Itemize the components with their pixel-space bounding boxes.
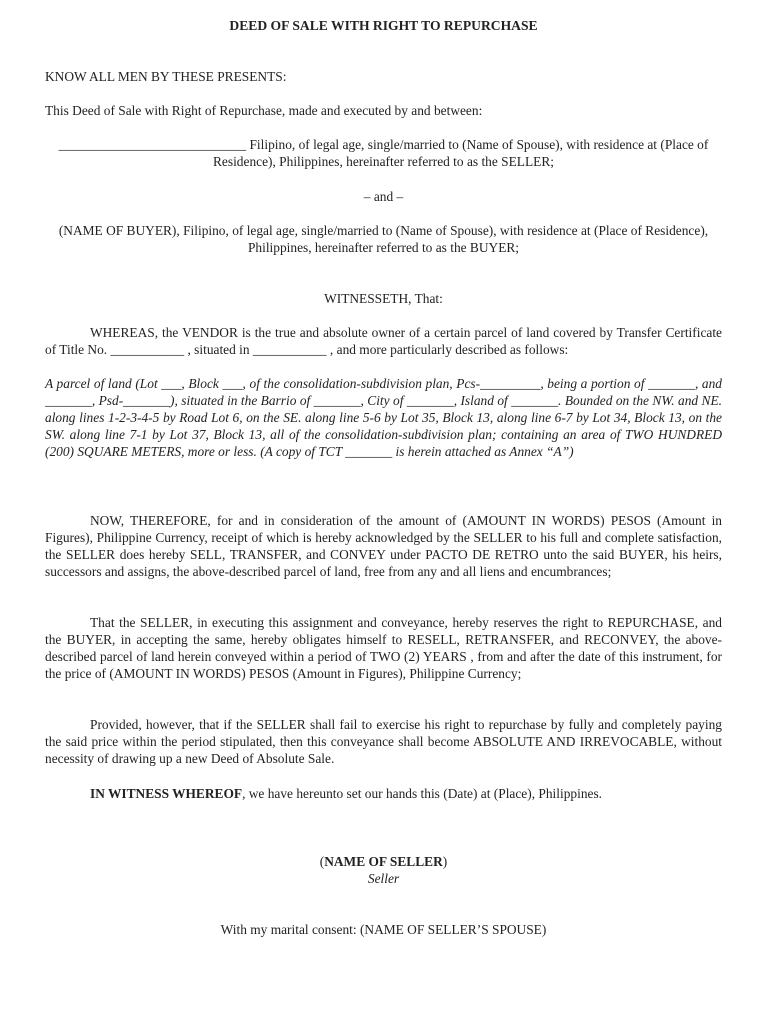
intro-paragraph: This Deed of Sale with Right of Repurchase, made and executed by and between:	[45, 103, 483, 118]
seller-signature-role: Seller	[367, 871, 400, 886]
whereas-paragraph: WHEREAS, the VENDOR is the true and absolute owner of a certain parcel of land covered by Transfer Certificate of Title No. ___________ , situated in ___________ , and more particularly described as follows:	[45, 325, 722, 357]
seller-signature-name	[45, 853, 722, 870]
seller-name-close-paren: )	[442, 854, 448, 869]
proviso-paragraph: Provided, however, that if the SELLER shall fail to exercise his right to repurchase by fully and completely paying the said price within the period stipulated, then this conveyance shall become ABSOLUTE AND IRREVOCABLE, without necessity of drawing up a new Deed of Absolute Sale.	[45, 717, 722, 766]
marital-consent-line: With my marital consent: (NAME OF SELLER’S SPOUSE)	[220, 922, 547, 937]
consideration-paragraph: NOW, THEREFORE, for and in consideration of the amount of (AMOUNT IN WORDS) PESOS (Amount in Figures), Philippine Currency, receipt of which is hereby acknowledged by the SELLER to his full and complete satisfaction, the SELLER does hereby SELL, TRANSFER, and CONVEY under PACTO DE RETRO unto the said BUYER, his heirs, successors and assigns, the above-described parcel of land, free from any and all liens and encumbrances;	[45, 513, 722, 579]
seller-name-open-paren: (	[319, 854, 325, 869]
seller-party-paragraph: ____________________________ Filipino, of legal age, single/married to (Name of Spouse), with residence at (Place of Residence), Philippines, hereinafter referred to as the SELLER;	[58, 137, 709, 169]
repurchase-clause-paragraph: That the SELLER, in executing this assignment and conveyance, hereby reserves the right to REPURCHASE, and the BUYER, in accepting the same, hereby obligates himself to RESELL, RETRANSFER, and RECONVEY, the above-described parcel of land herein conveyed within a period of TWO (2) YEARS , from and after the date of this instrument, for the price of (AMOUNT IN WORDS) PESOS (Amount in Figures), Philippine Currency;	[45, 615, 722, 681]
land-description-paragraph: A parcel of land (Lot ___, Block ___, of the consolidation-subdivision plan, Pcs-_________, being a portion of _______, and _______, Psd-_______), situated in the Barrio of _______, City of _______, Island of _______. Bounded on the NW. and NE. along lines 1-2-3-4-5 by Road Lot 6, on the SE. along line 5-6 by Lot 35, Block 13, along line 6-7 by Lot 34, Block 13, on the SW. along line 7-1 by Lot 37, Block 13, all of the consolidation-subdivision plan; containing an area of TWO HUNDRED (200) SQUARE METERS, more or less. (A copy of TCT _______ is herein attached as Annex “A”)	[45, 376, 722, 459]
witness-whereof-text: , we have hereunto set our hands this (Date) at (Place), Philippines.	[242, 786, 603, 801]
witness-whereof-paragraph	[45, 785, 722, 802]
greeting: KNOW ALL MEN BY THESE PRESENTS:	[45, 69, 287, 84]
and-separator: – and –	[363, 189, 404, 204]
buyer-party-paragraph: (NAME OF BUYER), Filipino, of legal age, single/married to (Name of Spouse), with residence at (Place of Residence), Philippines, hereinafter referred to as the BUYER;	[58, 223, 709, 255]
seller-name: NAME OF SELLER	[324, 854, 443, 869]
witness-whereof-bold: IN WITNESS WHEREOF	[90, 786, 243, 801]
document-title: DEED OF SALE WITH RIGHT TO REPURCHASE	[229, 18, 538, 33]
witnesseth-heading: WITNESSETH, That:	[324, 291, 443, 306]
